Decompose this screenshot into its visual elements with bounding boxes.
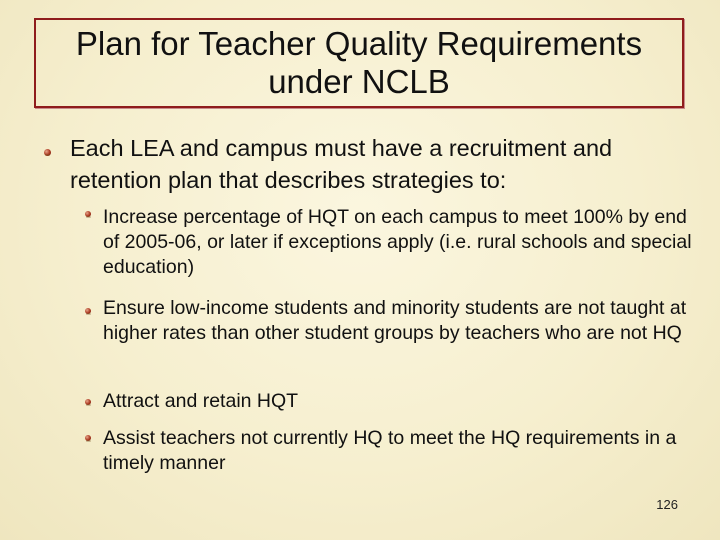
- sub-bullet-text: Increase percentage of HQT on each campus to meet 100% by end of 2005-06, or later if exceptions apply (i.e. rural schools and special education): [103, 206, 692, 278]
- sub-bullet-text: Assist teachers not currently HQ to meet the HQ requirements in a timely manner: [103, 427, 677, 474]
- bullet-dot-icon: [44, 149, 51, 156]
- slide-title: Plan for Teacher Quality Requirements under NCLB: [75, 25, 643, 100]
- bullet-dot-icon: [85, 435, 91, 441]
- title-box: [34, 18, 684, 108]
- sub-bullet-text: Attract and retain HQT: [103, 390, 299, 412]
- bullet-dot-icon: [85, 308, 91, 314]
- main-bullet-text: Each LEA and campus must have a recruitment and retention plan that describes strategies to:: [70, 135, 613, 193]
- bullet-dot-icon: [85, 211, 91, 217]
- page-number: 126: [656, 497, 678, 512]
- sub-bullet-text: Ensure low-income students and minority students are not taught at higher rates than other student groups by teachers who are not HQ: [103, 297, 687, 344]
- bullet-dot-icon: [85, 399, 91, 405]
